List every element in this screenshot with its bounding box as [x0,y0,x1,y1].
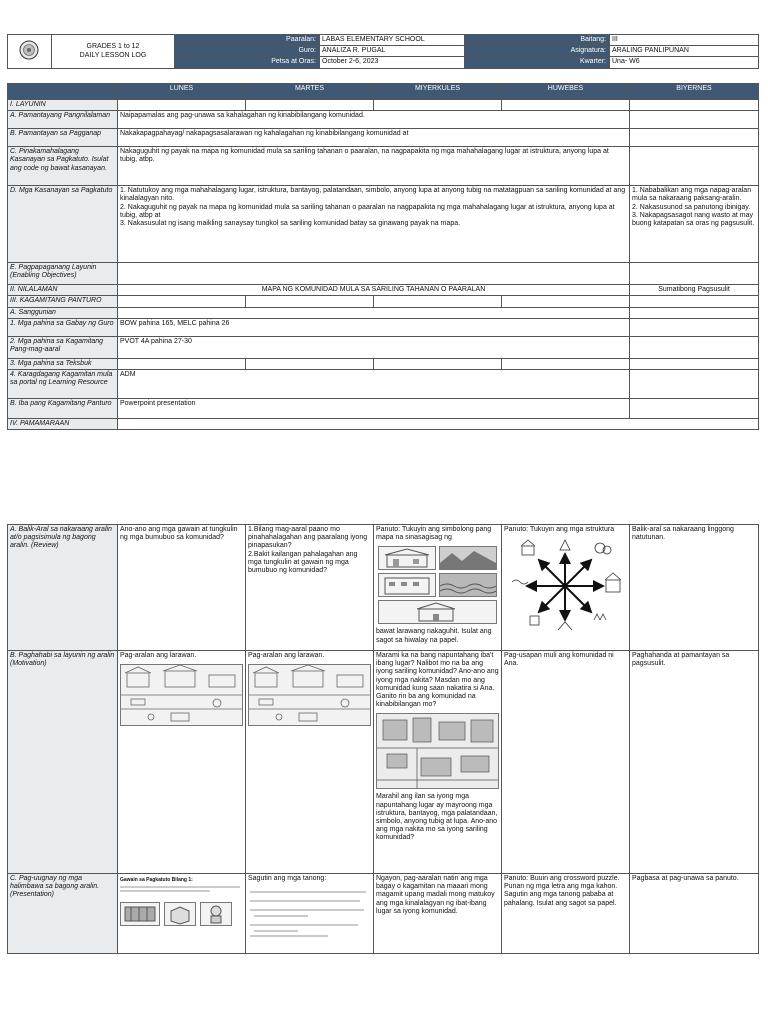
paghahabi-lunes-text: Pag-aralan ang larawan. [120,652,197,659]
water-symbol-image [439,573,497,597]
day-header-miyerkules: MIYERKULES [374,84,502,100]
school-value: LABAS ELEMENTARY SCHOOL [320,35,465,46]
pag-uugnay-martes [246,874,374,954]
character-picture-image [200,902,232,926]
pinakamahalagang-kasanayan: Nakaguguhit ng payak na mapa ng komunidad mula sa sariling tahanan o paaralan, na nagpapakita ng mga mahahalagang lugar at istruktura, anyong lupa at tubig, atbp. [118,147,630,186]
iba-pang-kagamitan: Powerpoint presentation [118,399,630,419]
nilalaman-biyernes: Sumatibong Pagsusulit [630,285,759,296]
balik-aral-huwebes-instructions: Panuto: Tukuyin ang mga istruktura [504,526,615,533]
kasanayan-item-2: 2. Nakaguguhit ng payak na mapa ng komunidad mula sa sariling tahanan o paaralan na nagpapakita ng mga mahahalagang lugar at istruktura, anyong lupa at tubig, atbp at [120,203,615,219]
community-illustration-image-2 [248,664,371,726]
day-header-martes: MARTES [246,84,374,100]
subject-label: Asignatura: [465,46,610,57]
teacher-value: ANALIZA R. PUGAL [320,46,465,57]
community-illustration-image [120,664,243,726]
pag-uugnay-martes-text: Sagutin ang mga tanong: [248,875,327,882]
grade-value: III [610,35,759,46]
kagamitang-mag-aaral-label: 2. Mga pahina sa Kagamitang Pang-mag-aaral [8,336,118,358]
date-label: Petsa at Oras: [175,57,320,68]
teacher-label: Guro: [175,46,320,57]
enabling-objectives-label: E. Pagpapaganang Layunin (Enabling Objectives) [8,263,118,285]
gabay-guro: BOW pahina 165, MELC pahina 26 [118,318,630,336]
layunin-label: I. LAYUNIN [8,100,118,111]
compass-structures-diagram [504,536,627,639]
paghahabi-biyernes: Paghahanda at pamantayan sa pagsusulit. [630,651,759,874]
balik-aral-miyerkules-instructions: Panuto: Tukuyin ang simbolong pang mapa na sinasagisag ng [376,526,492,542]
lesson-table-1 [7,83,758,430]
seal-logo-icon [10,40,48,60]
pamantayan-pagganap-label: B. Pamantayan sa Pagganap [8,129,118,147]
landscape-symbol-image [439,546,497,570]
grade-label: Baitang: [465,35,610,46]
paghahabi-miyerkules-text: Marami ka na bang napuntahang iba't ibang lugar? Nalibot mo na ba ang iyong sariling komunidad? Ano-ano ang iyong mga nakita? Masdan mo ang komunidad kung saan nakatira si Ana. Ganito rin ba ang komunidad na kinabibilangan mo? [376,652,499,709]
paghahabi-label: B. Paghahabi sa layunin ng aralin (Motivation) [8,651,118,874]
school-label: Paaralan: [175,35,320,46]
church-symbol-image [378,600,497,624]
kagamitang-mag-aaral: PVOT 4A pahina 27-30 [118,336,630,358]
gawain-instructions-image [120,885,243,896]
pinakamahalagang-kasanayan-label: C. Pinakamahalagang Kasanayan sa Pagkatuto. Isulat ang code ng bawat kasanayan. [8,147,118,186]
day-header-biyernes: BIYERNES [630,84,759,100]
iba-pang-kagamitan-label: B. Iba pang Kagamitang Panturo [8,399,118,419]
paghahabi-huwebes: Pag-usapan muli ang komunidad ni Ana. [502,651,630,874]
gawain-pictures [120,902,243,926]
header [7,34,758,69]
questions-image [248,888,371,941]
pamantayang-pangnilalaman-label: A. Pamantayang Pangnilalaman [8,111,118,129]
pag-uugnay-huwebes: Panuto: Buuin ang crossword puzzle. Punan ng mga letra ang mga kahon. Sagutin ang mga tanong pababa at pahalang. Isulat ang sagot sa papel. [502,874,630,954]
kasanayan-biyernes: 1. Nababalikan ang mga napag-aralan mula sa nakaraang paksang-aralin. 2. Nakasusunod sa panutong ibinigay. 3. Nakapagsasagot nang wasto at may buong katapatan sa oras ng pagsusulit. [630,186,759,263]
pamantayan-pagganap: Nakakapagpahayag/ nakapagsasalarawan ng kahalagahan ng kinabibilangang komunidad at [118,129,630,147]
day-header-lunes: LUNES [118,84,246,100]
paghahabi-martes-text: Pag-aralan ang larawan. [248,652,325,659]
pag-uugnay-miyerkules: Ngayon, pag-aaralan natin ang mga bagay o kagamitan na maaari mong magamit upang madali mong matukoy ang mga kinalalagyan ng ibat-ibang lugar sa iyong komunidad. [374,874,502,954]
title-line-1: GRADES 1 to 12 [86,43,140,51]
paghahabi-miyerkules-text-2: Marahil ang ilan sa iyong mga napuntahang lugar ay mayroong mga istruktura, bantayog, mga palatandaan, simbolo, anyong tubig at lupa. Ano-ano ang mga nakita mo sa iyong sariling komunidad? [376,793,498,842]
sanggunian-label: A. Sanggunian [8,307,118,318]
balik-aral-label: A. Balik-Aral sa nakaraang aralin at/o pagsisimula ng bagong aralin. (Review) [8,525,118,651]
lesson-table-2 [7,524,758,954]
ana-community-image [376,713,499,789]
balik-aral-lunes: Ano-ano ang mga gawain at tungkulin ng mga bumubuo sa komunidad? [118,525,246,651]
kagamitang-panturo-label: III. KAGAMITANG PANTURO [8,296,118,307]
kasanayan-label: D. Mga Kasanayan sa Pagkatuto [8,186,118,263]
paghahabi-miyerkules [374,651,502,874]
kasanayan-sa-pagkatuto [118,186,630,263]
karagdagang-kagamitan-label: 4. Karagdagang Kagamitan mula sa portal ng Learning Resource [8,370,118,399]
nilalaman: MAPA NG KOMUNIDAD MULA SA SARILING TAHANAN O PAARALAN [118,285,630,296]
balik-aral-biyernes: Balik-aral sa nakaraang linggong natutunan. [630,525,759,651]
title-line-2: DAILY LESSON LOG [79,52,147,60]
map-symbols-image [378,546,497,624]
balik-aral-huwebes [502,525,630,651]
balik-aral-miyerkules [374,525,502,651]
kasanayan-item-3: 3. Nakasusulat ng isang maikling sanaysay tungkol sa sariling komunidad batay sa ginawang payak na mapa. [120,220,461,228]
pag-uugnay-label: C. Pag-uugnay ng mga halimbawa sa bagong aralin. (Presentation) [8,874,118,954]
house-symbol-image [378,546,436,570]
karagdagang-kagamitan: ADM [118,370,630,399]
kasanayan-item-1: 1. Natutukoy ang mga mahahalagang lugar, istruktura, bantayog, palatandaan, simbolo, anyong lupa at anyong tubig na matatagpuan sa sariling komunidad at ang kinalalagyan nito. [120,187,626,203]
gabay-guro-label: 1. Mga pahina sa Gabay ng Guro [8,318,118,336]
gawain-caption: Gawain sa Pagkatuto Bilang 1: [120,877,193,883]
nilalaman-label: II. NILALAMAN [8,285,118,296]
building-symbol-image [378,573,436,597]
building-picture-image [120,902,160,926]
pag-uugnay-lunes [118,874,246,954]
balik-aral-miyerkules-instructions-2: bawat larawang nakaguhit. Isulat ang sagot sa hiwalay na papel. [376,628,492,644]
compass-arrows-icon [504,536,626,636]
balik-aral-martes: 1.Bilang mag-aaral paano mo pinahahalagahan ang paaralang iyong pinapasukan? 2.Bakit kailangan pahalagahan ang mga tungkulin at gawain ng mga bumubuo ng komunidad? [246,525,374,651]
quarter-label: Kwarter: [465,57,610,68]
pamantayang-pangnilalaman: Naipapamalas ang pag-unawa sa kahalagahan ng kinabibilangang komunidad. [118,111,630,129]
date-value: October 2-6, 2023 [320,57,465,68]
pamamaraan-label: IV. PAMAMARAAN [8,419,118,430]
subject-value: ARALING PANLIPUNAN [610,46,759,57]
box-picture-image [164,902,196,926]
day-header-huwebes: HUWEBES [502,84,630,100]
teksbuk-label: 3. Mga pahina sa Teksbuk [8,358,118,369]
paghahabi-lunes [118,651,246,874]
paghahabi-martes [246,651,374,874]
quarter-value: Una- W6 [610,57,759,68]
pag-uugnay-biyernes: Pagbasa at pag-unawa sa panuto. [630,874,759,954]
school-seal [8,35,52,69]
